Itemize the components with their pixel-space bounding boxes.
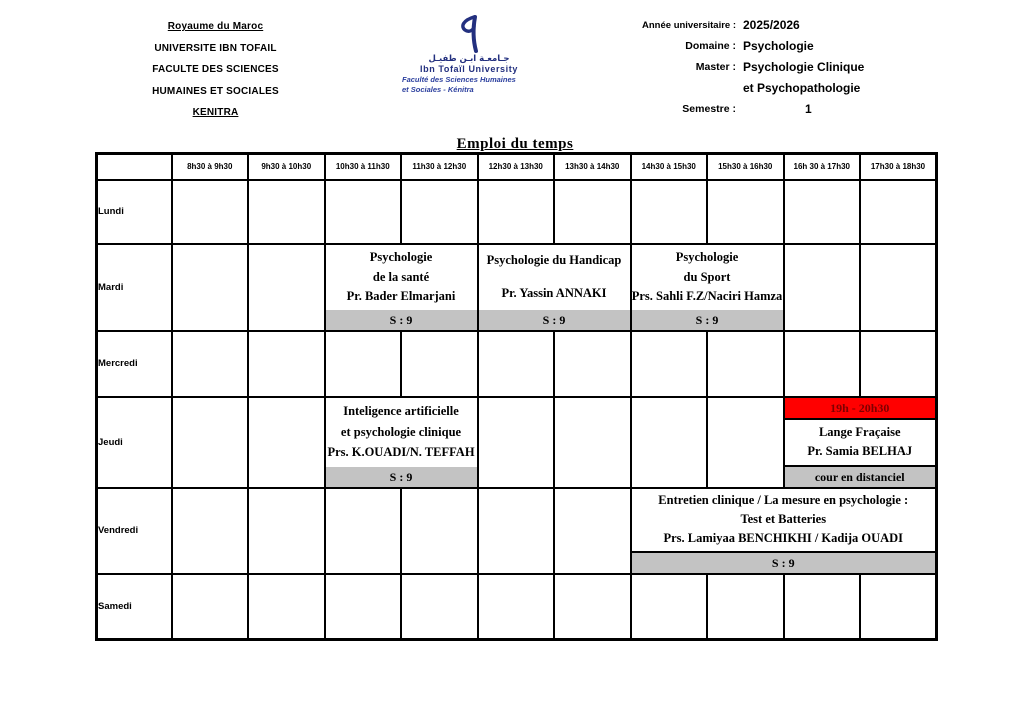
course-professor: Pr. Bader Elmarjani xyxy=(346,289,456,303)
logo-university-name: Ibn Tofaïl University xyxy=(420,64,518,74)
course-room-badge: S : 9 xyxy=(326,310,477,330)
empty-slot xyxy=(631,180,708,244)
empty-slot xyxy=(784,180,861,244)
time-slot-header: 8h30 à 9h30 xyxy=(172,154,249,180)
time-slot-header: 11h30 à 12h30 xyxy=(401,154,478,180)
timetable xyxy=(95,152,938,641)
master-value-line1: Psychologie Clinique xyxy=(743,60,865,74)
corner-cell xyxy=(97,154,172,180)
institution-header xyxy=(118,16,313,124)
empty-slot xyxy=(478,331,555,397)
empty-slot xyxy=(707,574,784,640)
empty-slot xyxy=(784,244,861,331)
empty-slot xyxy=(554,331,631,397)
empty-slot xyxy=(631,397,708,488)
empty-slot xyxy=(325,488,402,574)
logo-faculty-line2: et Sociales - Kénitra xyxy=(402,84,474,94)
empty-slot xyxy=(784,574,861,640)
time-slot-header: 13h30 à 14h30 xyxy=(554,154,631,180)
empty-slot xyxy=(554,180,631,244)
time-slot-header: 9h30 à 10h30 xyxy=(248,154,325,180)
empty-slot xyxy=(478,574,555,640)
master-label-spacer xyxy=(628,78,736,99)
empty-slot xyxy=(860,244,937,331)
master-value-line2: et Psychopathologie xyxy=(743,81,861,95)
course-title-line: Psychologie xyxy=(369,250,433,264)
time-slot-header: 12h30 à 13h30 xyxy=(478,154,555,180)
day-label-jeudi: Jeudi xyxy=(97,397,172,488)
course-mode-badge: cour en distanciel xyxy=(785,465,936,487)
course-title-line: Psychologie xyxy=(675,250,739,264)
course-langue-francaise xyxy=(784,397,937,488)
institution-line-faculty2: HUMAINES ET SOCIALES xyxy=(152,85,279,97)
empty-slot xyxy=(325,331,402,397)
logo-arabic-name: جـامعـة ابـن طفيـل xyxy=(428,54,510,64)
empty-slot xyxy=(172,574,249,640)
day-label-lundi: Lundi xyxy=(97,180,172,244)
empty-slot xyxy=(707,397,784,488)
empty-slot xyxy=(172,331,249,397)
empty-slot xyxy=(325,180,402,244)
row-vendredi xyxy=(97,488,937,574)
course-intelligence-artificielle xyxy=(325,397,478,488)
program-info xyxy=(628,15,938,120)
course-psychologie-sante xyxy=(325,244,478,331)
empty-slot xyxy=(707,180,784,244)
empty-slot xyxy=(325,574,402,640)
institution-line-university: UNIVERSITE IBN TOFAIL xyxy=(154,42,277,54)
empty-slot xyxy=(248,331,325,397)
time-header-row xyxy=(97,154,937,180)
institution-line-city: KENITRA xyxy=(192,107,239,118)
empty-slot xyxy=(248,244,325,331)
course-professor: Pr. Samia BELHAJ xyxy=(807,444,913,459)
semester-value: 1 xyxy=(805,102,812,116)
empty-slot xyxy=(631,574,708,640)
empty-slot xyxy=(478,397,555,488)
course-professor: Prs. Sahli F.Z/Naciri Hamza xyxy=(631,289,783,303)
empty-slot xyxy=(248,180,325,244)
empty-slot xyxy=(554,488,631,574)
row-lundi xyxy=(97,180,937,244)
course-room-badge: S : 9 xyxy=(632,310,783,330)
institution-line-kingdom: Royaume du Maroc xyxy=(167,21,264,32)
day-label-mardi: Mardi xyxy=(97,244,172,331)
course-title-line: du Sport xyxy=(683,269,731,284)
page-title: Emploi du temps xyxy=(456,136,574,152)
course-professor: Pr. Yassin ANNAKI xyxy=(501,285,607,300)
empty-slot xyxy=(248,574,325,640)
empty-slot xyxy=(554,397,631,488)
empty-slot xyxy=(172,180,249,244)
empty-slot xyxy=(554,574,631,640)
course-psychologie-handicap xyxy=(478,244,631,331)
row-mardi xyxy=(97,244,937,331)
empty-slot xyxy=(401,331,478,397)
empty-slot xyxy=(707,331,784,397)
row-jeudi xyxy=(97,397,937,488)
course-professor: Prs. Lamiyaa BENCHIKHI / Kadija OUADI xyxy=(663,530,904,545)
day-label-samedi: Samedi xyxy=(97,574,172,640)
time-slot-header: 16h 30 à 17h30 xyxy=(784,154,861,180)
course-entretien-clinique xyxy=(631,488,937,574)
course-room-badge: S : 9 xyxy=(479,310,630,330)
empty-slot xyxy=(172,488,249,574)
institution-line-faculty1: FACULTE DES SCIENCES xyxy=(152,64,279,75)
empty-slot xyxy=(172,397,249,488)
empty-slot xyxy=(631,331,708,397)
logo-faculty-line1: Faculté des Sciences Humaines xyxy=(402,75,516,84)
empty-slot xyxy=(401,574,478,640)
empty-slot xyxy=(401,180,478,244)
empty-slot xyxy=(860,331,937,397)
course-title-line: Psychologie du Handicap xyxy=(486,253,622,268)
course-title-line: et psychologie clinique xyxy=(340,424,462,439)
course-psychologie-sport xyxy=(631,244,784,331)
domain-label: Domaine : xyxy=(685,40,736,52)
course-title-line: Lange Fraçaise xyxy=(818,424,901,439)
course-room-badge: S : 9 xyxy=(326,467,477,487)
empty-slot xyxy=(478,180,555,244)
university-logo xyxy=(398,14,540,94)
academic-year-label: Année universitaire : xyxy=(642,20,736,31)
empty-slot xyxy=(784,331,861,397)
empty-slot xyxy=(860,180,937,244)
day-label-vendredi: Vendredi xyxy=(97,488,172,574)
course-time-badge: 19h - 20h30 xyxy=(785,398,936,420)
empty-slot xyxy=(248,397,325,488)
calligraphy-mark-icon xyxy=(446,14,492,54)
domain-value: Psychologie xyxy=(743,39,814,53)
academic-year-value: 2025/2026 xyxy=(743,18,800,32)
time-slot-header: 17h30 à 18h30 xyxy=(860,154,937,180)
course-professor: Prs. K.OUADI/N. TEFFAH xyxy=(327,445,475,459)
empty-slot xyxy=(401,488,478,574)
course-title-line: de la santé xyxy=(372,269,430,284)
day-label-mercredi: Mercredi xyxy=(97,331,172,397)
time-slot-header: 10h30 à 11h30 xyxy=(325,154,402,180)
semester-label: Semestre : xyxy=(682,103,736,115)
time-slot-header: 14h30 à 15h30 xyxy=(631,154,708,180)
course-title-line: Inteligence artificielle xyxy=(343,404,459,418)
row-samedi xyxy=(97,574,937,640)
empty-slot xyxy=(248,488,325,574)
master-label: Master : xyxy=(695,61,736,73)
empty-slot xyxy=(860,574,937,640)
time-slot-header: 15h30 à 16h30 xyxy=(707,154,784,180)
row-mercredi xyxy=(97,331,937,397)
course-room-badge: S : 9 xyxy=(632,551,936,573)
empty-slot xyxy=(172,244,249,331)
empty-slot xyxy=(478,488,555,574)
course-title-line: Test et Batteries xyxy=(740,512,827,526)
course-title-line: Entretien clinique / La mesure en psychologie : xyxy=(658,493,909,508)
